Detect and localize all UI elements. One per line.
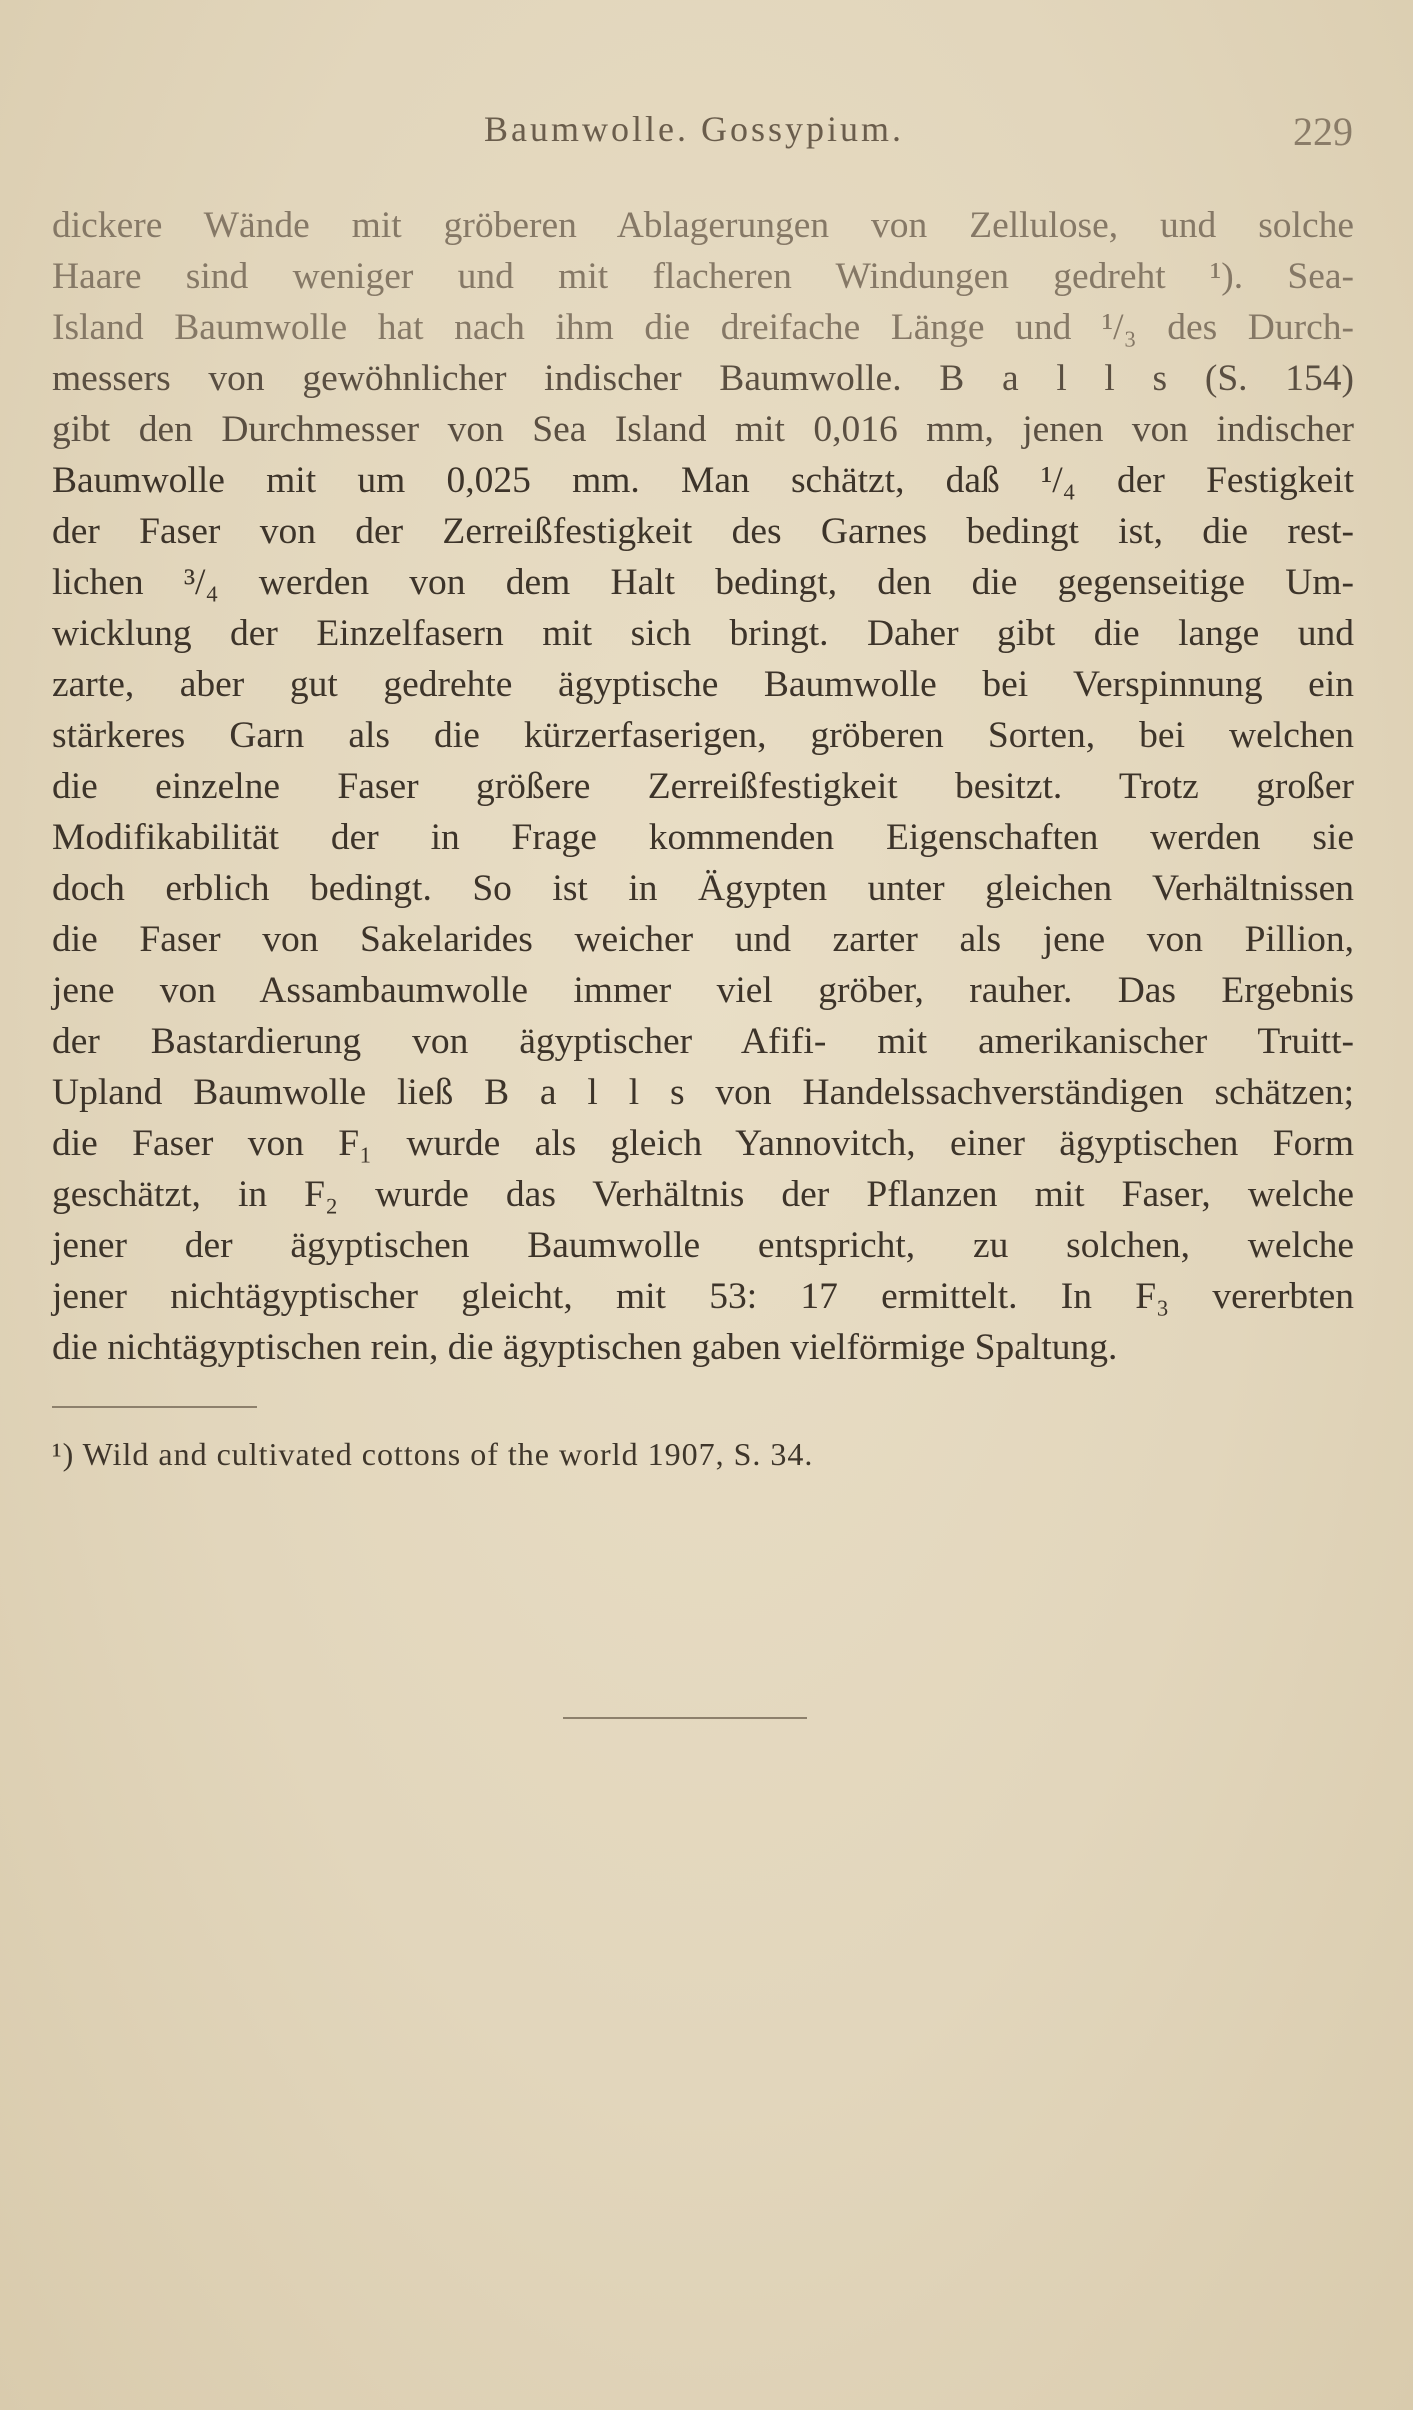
text-line: dickere Wände mit gröberen Ablagerungen von Zellulose, und solche — [52, 205, 1354, 246]
footnote-divider — [52, 1406, 257, 1408]
body-text — [52, 200, 1354, 1373]
text-line: stärkeres Garn als die kürzerfaserigen, gröberen Sorten, bei welchen — [52, 715, 1354, 756]
text-line: die nichtägyptischen rein, die ägyptischen gaben vielförmige Spaltung. — [52, 1327, 1118, 1368]
text-line: jene von Assambaumwolle immer viel gröber, rauher. Das Ergebnis — [52, 970, 1354, 1011]
text-line: gibt den Durchmesser von Sea Island mit 0,016 mm, jenen von indischer — [52, 409, 1354, 450]
text-line: Modifikabilität der in Frage kommenden Eigenschaften werden sie — [52, 817, 1354, 858]
text-line: Upland Baumwolle ließ B a l l s von Handelssachverständigen schätzen; — [52, 1072, 1354, 1113]
running-title: Baumwolle. Gossypium. — [484, 109, 904, 149]
footnote — [52, 1432, 813, 1476]
text-line: lichen ³/₄ werden von dem Halt bedingt, den die gegenseitige Um- — [52, 562, 1354, 603]
page-number: 229 — [1293, 109, 1353, 154]
text-line: die Faser von F₁ wurde als gleich Yannovitch, einer ägyptischen Form — [52, 1123, 1354, 1164]
text-line: messers von gewöhnlicher indischer Baumwolle. B a l l s (S. 154) — [52, 358, 1354, 399]
running-head — [0, 108, 1413, 158]
text-line: doch erblich bedingt. So ist in Ägypten unter gleichen Verhältnissen — [52, 868, 1354, 909]
text-line: geschätzt, in F₂ wurde das Verhältnis der Pflanzen mit Faser, welche — [52, 1174, 1354, 1215]
end-divider — [563, 1717, 807, 1719]
text-line: jener der ägyptischen Baumwolle entspricht, zu solchen, welche — [52, 1225, 1354, 1266]
text-line: Island Baumwolle hat nach ihm die dreifache Länge und ¹/₃ des Durch- — [52, 307, 1354, 348]
footnote-text: Wild and cultivated cottons of the world 1907, S. 34. — [82, 1436, 814, 1472]
text-line: Baumwolle mit um 0,025 mm. Man schätzt, daß ¹/₄ der Festigkeit — [52, 460, 1354, 501]
text-line: zarte, aber gut gedrehte ägyptische Baumwolle bei Verspinnung ein — [52, 664, 1354, 705]
text-line: der Faser von der Zerreißfestigkeit des Garnes bedingt ist, die rest- — [52, 511, 1354, 552]
text-line: Haare sind weniger und mit flacheren Windungen gedreht ¹). Sea- — [52, 256, 1354, 297]
footnote-marker: ¹) — [52, 1436, 75, 1472]
text-line: jener nichtägyptischer gleicht, mit 53: 17 ermittelt. In F₃ vererbten — [52, 1276, 1354, 1317]
text-line: wicklung der Einzelfasern mit sich bringt. Daher gibt die lange und — [52, 613, 1354, 654]
text-line: die einzelne Faser größere Zerreißfestigkeit besitzt. Trotz großer — [52, 766, 1354, 807]
text-line: der Bastardierung von ägyptischer Afifi- mit amerikanischer Truitt- — [52, 1021, 1354, 1062]
text-line: die Faser von Sakelarides weicher und zarter als jene von Pillion, — [52, 919, 1354, 960]
